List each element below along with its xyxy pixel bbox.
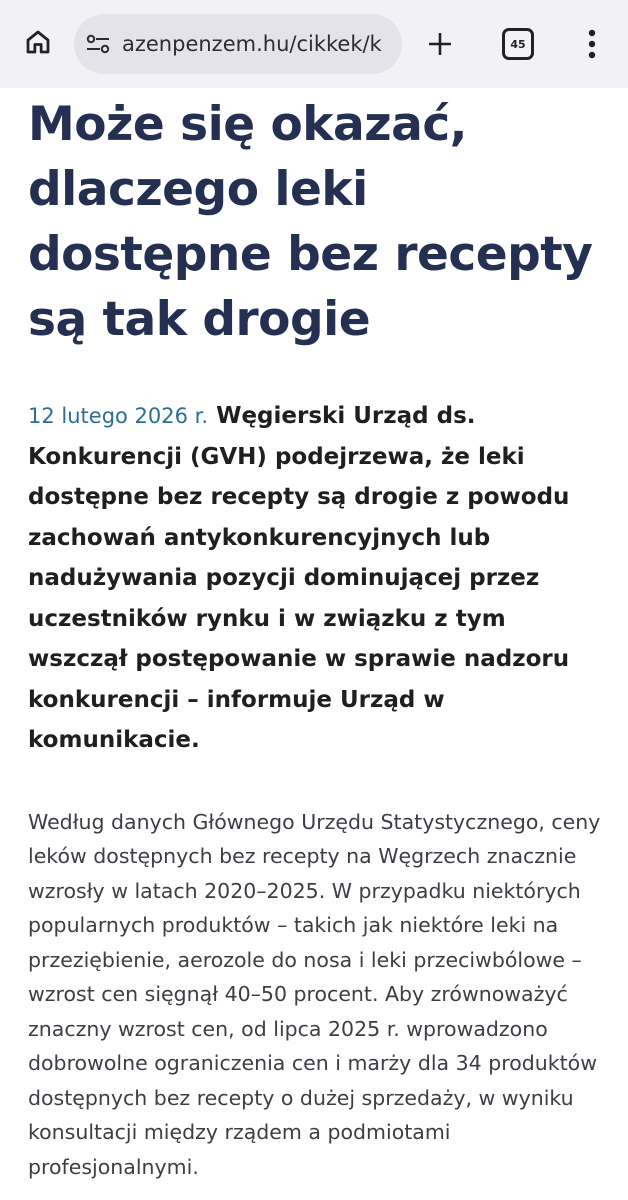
address-bar[interactable] bbox=[74, 14, 402, 74]
article-date: 12 lutego 2026 r. bbox=[28, 404, 209, 428]
new-tab-button[interactable] bbox=[420, 24, 460, 64]
tab-switcher-button[interactable] bbox=[502, 28, 534, 60]
more-vert-icon bbox=[588, 29, 596, 59]
tab-count: 45 bbox=[510, 37, 526, 51]
article-title: Może się okazać, dlaczego leki dostępne bez recepty są tak drogie bbox=[28, 97, 593, 347]
plus-icon bbox=[426, 30, 454, 58]
home-button[interactable] bbox=[18, 22, 58, 62]
article-lead bbox=[28, 396, 608, 761]
article-paragraph: Według danych Głównego Urzędu Statystycznego, ceny leków dostępnych bez recepty na Węgrzech znacznie wzrosły w latach 2020–2025. W przypadku niektórych popularnych produktów – takich jak niektóre leki na przeziębienie, aerozole do nosa i leki przeciwbólowe – wzrost cen sięgnął 40–50 procent. Aby zrównoważyć znaczny wzrost cen, od lipca 2025 r. wprowadzono dobrowolne ograniczenia cen i marży dla 34 produktów dostępnych bez recepty o dużej sprzedaży, w wyniku konsultacji między rządem a podmiotami profesjonalnymi. bbox=[28, 809, 601, 1179]
browser-toolbar bbox=[0, 0, 628, 88]
home-icon bbox=[23, 27, 53, 57]
lead-text: Węgierski Urząd ds. Konkurencji (GVH) podejrzewa, że leki dostępne bez recepty są drogie z powodu zachowań antykonkurencyjnych lub nadużywania pozycji dominującej przez uczestników rynku i w związku z tym wszczął postępowanie w sprawie nadzoru konkurencji – informuje Urząd w komunikacie. bbox=[28, 403, 570, 753]
article bbox=[28, 92, 608, 1184]
more-menu-button[interactable] bbox=[576, 24, 608, 64]
site-settings-button[interactable] bbox=[84, 30, 112, 58]
tune-icon bbox=[85, 33, 111, 55]
url-text[interactable]: azenpenzem.hu/cikkek/k bbox=[122, 32, 382, 56]
